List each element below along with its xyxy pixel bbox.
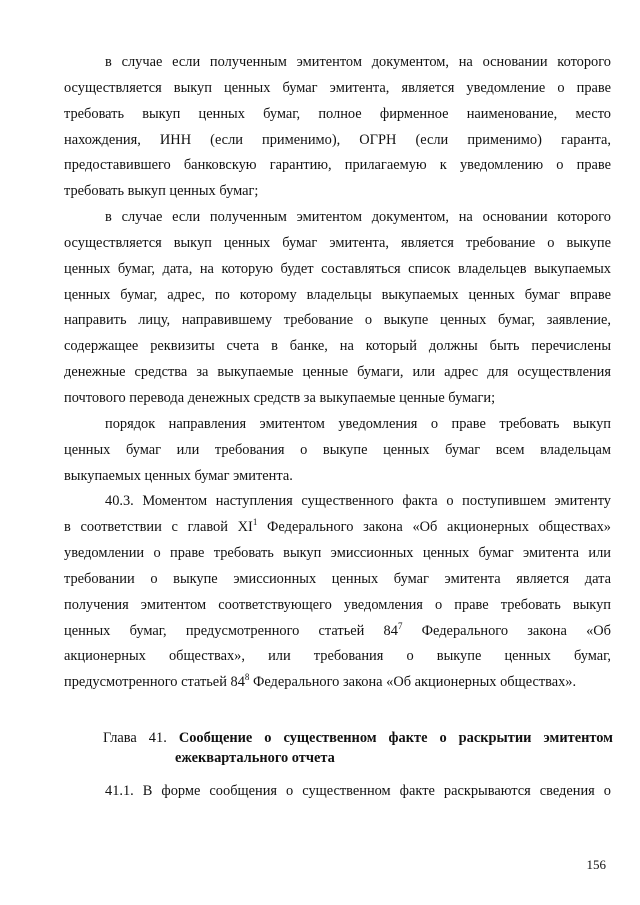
line-text-after: Федерального закона «Об акционерных обществах»: [257, 519, 611, 536]
footnote-superscript: 1: [252, 517, 258, 528]
paragraph-line: осуществляется выкуп ценных бумаг эмитента, является требование о выкупе: [64, 234, 611, 251]
paragraph-line: получения эмитентом соответствующего уведомления о праве требовать выкуп: [64, 596, 611, 613]
paragraph-line: уведомлении о праве требовать выкуп эмиссионных ценных бумаг эмитента или: [64, 545, 611, 562]
paragraph-line: в случае если полученным эмитентом документом, на основании которого: [105, 54, 611, 70]
paragraph-line: выкупаемых ценных бумаг эмитента.: [64, 467, 293, 484]
paragraph-line: осуществляется выкуп ценных бумаг эмитента, является уведомление о праве: [64, 79, 611, 96]
paragraph-line: содержащее реквизиты счета в банке, на который должны быть перечислены: [64, 338, 611, 355]
paragraph-line: направить лицу, направившему требование о выкупе ценных бумаг, заявление,: [64, 312, 611, 329]
section-line: 41.1. В форме сообщения о существенном факте раскрываются сведения о: [105, 783, 611, 799]
paragraph-line: ценных бумаг, дата, на которую будет составляться список владельцев выкупаемых: [64, 260, 611, 277]
paragraph: [64, 412, 611, 490]
paragraph-line: [64, 670, 611, 696]
paragraph: [64, 489, 611, 696]
paragraph-line: 40.3. Моментом наступления существенного факта о поступившем эмитенту: [105, 493, 611, 510]
paragraph: [64, 205, 611, 412]
paragraph: [64, 50, 611, 205]
line-text-before: в соответствии с главой XI: [64, 519, 253, 536]
paragraph-line: ценных бумаг, адрес, по которому владельцы выкупаемых ценных бумаг вправе: [64, 286, 611, 303]
footnote-superscript: 7: [397, 620, 403, 631]
page-number: 156: [586, 857, 606, 872]
paragraph-line: почтового перевода денежных средств за выкупаемые ценные бумаги;: [64, 389, 496, 406]
chapter-title-line-1: Сообщение о существенном факте о раскрытии эмитентом: [178, 730, 613, 746]
chapter-heading-line-1: [103, 728, 613, 748]
paragraph-line: требовать выкуп ценных бумаг, полное фирменное наименование, место: [64, 105, 611, 122]
footnote-superscript: 8: [244, 672, 250, 683]
paragraph-line: требовать выкуп ценных бумаг;: [64, 183, 259, 200]
section-paragraph: [64, 779, 611, 805]
line-text-before: предусмотренного статьей 84: [64, 674, 245, 691]
paragraph-line: акционерных обществах», или требования о выкупе ценных бумаг,: [64, 648, 611, 665]
line-text-after: Федерального закона «Об акционерных обществах».: [249, 674, 577, 691]
paragraph-line: ценных бумаг или требования о выкупе ценных бумаг всем владельцам: [64, 441, 611, 458]
paragraph-line: в случае если полученным эмитентом документом, на основании которого: [105, 209, 611, 226]
chapter-heading: [103, 728, 613, 768]
paragraph-line: [64, 515, 611, 541]
paragraph-line: денежные средства за выкупаемые ценные бумаги, или адрес для осуществления: [64, 364, 611, 381]
paragraph-line: требовании о выкупе эмиссионных ценных бумаг эмитента является дата: [64, 570, 611, 587]
chapter-prefix: Глава 41.: [103, 730, 179, 746]
paragraph-line: [64, 619, 611, 645]
paragraph-line: предоставившего банковскую гарантию, прилагаемую к уведомлению о праве: [64, 157, 611, 174]
paragraph-line: порядок направления эмитентом уведомления о праве требовать выкуп: [105, 415, 611, 432]
line-text-before: ценных бумаг, предусмотренного статьей 84: [64, 622, 398, 639]
line-text-after: Федерального закона «Об: [402, 622, 611, 639]
chapter-title-line-2: ежеквартального отчета: [175, 750, 335, 766]
body-text: [64, 50, 611, 696]
paragraph-line: нахождения, ИНН (если применимо), ОГРН (если применимо) гаранта,: [64, 131, 611, 148]
